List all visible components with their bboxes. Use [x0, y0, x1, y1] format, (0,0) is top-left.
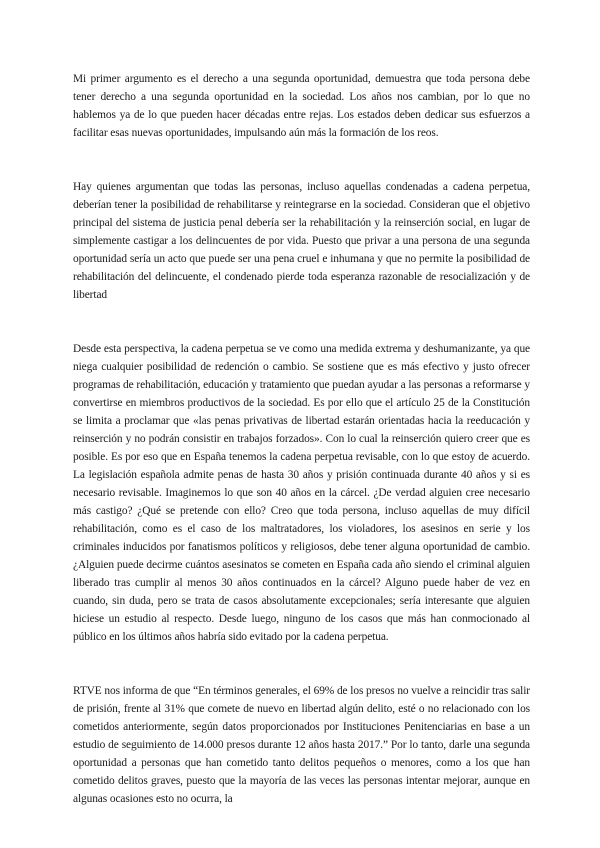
paragraph-second-chance: Mi primer argumento es el derecho a una segunda oportunidad, demuestra que toda persona debe tener derecho a una segunda oportunidad en la sociedad. Los años nos cambian, por lo que no hablemos ya de lo que pueden hacer décadas entre rejas. Los estados deben dedicar sus esfuerzos a facilitar esas nuevas oportunidades, impulsando aún más la formación de los reos. [73, 73, 530, 139]
document-page [73, 70, 530, 808]
paragraph-rtve-statistics: RTVE nos informa de que “En términos generales, el 69% de los presos no vuelve a reincidir tras salir de prisión, frente al 31% que comete de nuevo en libertad algún delito, esté o no relacionado con los cometidos anteriormente, según datos proporcionados por Instituciones Penitenciarias en base a un estudio de seguimiento de 14.000 presos durante 12 años hasta 2017.” Por lo tanto, darle una segunda oportunidad a personas que han cometido tanto delitos pequeños o menores, como a los que han cometido delitos graves, puesto que la mayoría de las veces las personas intentar mejorar, aunque en algunas ocasiones esto no ocurra, la [73, 685, 530, 805]
paragraph-rehabilitation-argument: Hay quienes argumentan que todas las personas, incluso aquellas condenadas a cadena perpetua, deberían tener la posibilidad de rehabilitarse y reintegrarse en la sociedad. Consideran que el objetivo principal del sistema de justicia penal debería ser la rehabilitación y la reinserción social, en lugar de simplemente castigar a los delincuentes de por vida. Puesto que privar a una persona de una segunda oportunidad sería un acto que puede ser una pena cruel e inhumana y que no permite la posibilidad de rehabilitación del delincuente, el condenado pierde toda esperanza razonable de resocialización y de libertad [73, 181, 530, 301]
paragraph-perspective: Desde esta perspectiva, la cadena perpetua se ve como una medida extrema y deshumanizante, ya que niega cualquier posibilidad de redención o cambio. Se sostiene que es más efectivo y justo ofrecer programas de rehabilitación, educación y tratamiento que puedan ayudar a las personas a reformarse y convertirse en miembros productivos de la sociedad. Es por ello que el artículo 25 de la Constitución se limita a proclamar que «las penas privativas de libertad estarán orientadas hacia la reeducación y reinserción y no podrán consistir en trabajos forzados». Con lo cual la reinserción quiero creer que es posible. Es por eso que en España tenemos la cadena perpetua revisable, con lo que estoy de acuerdo. La legislación española admite penas de hasta 30 años y prisión continuada durante 40 años y si es necesario revisable. Imaginemos lo que son 40 años en la cárcel. ¿De verdad alguien cree necesario más castigo? ¿Qué se pretende con ello? Creo que toda persona, incluso aquellas de muy difícil rehabilitación, como es el caso de los maltratadores, los violadores, los asesinos en serie y los criminales inducidos por fanatismos políticos y religiosos, debe tener alguna oportunidad de cambio. ¿Alguien puede decirme cuántos asesinatos se cometen en España cada año siendo el criminal alguien liberado tras cumplir al menos 30 años continuados en la cárcel? Alguno puede haber de vez en cuando, sin duda, pero se trata de casos absolutamente excepcionales; sería interesante que alguien hiciese un estudio al respecto. Desde luego, ninguno de los casos que más han conmocionado al público en los últimos años habría sido evitado por la cadena perpetua. [73, 343, 530, 643]
paragraph-gap [73, 304, 530, 322]
paragraph-gap [73, 664, 530, 682]
paragraph-gap [73, 160, 530, 178]
paragraph-gap [73, 322, 530, 340]
paragraph-gap [73, 646, 530, 664]
